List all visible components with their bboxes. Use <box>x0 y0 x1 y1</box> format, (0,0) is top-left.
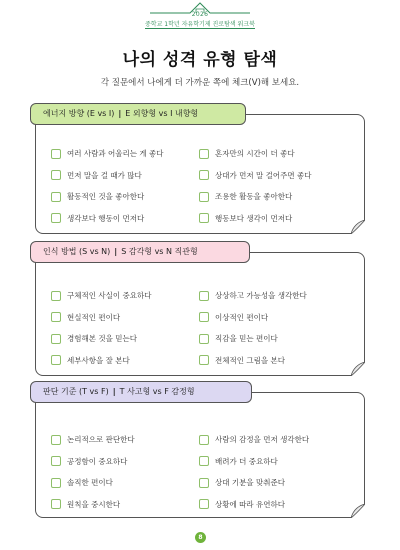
check-label: 공정함이 중요하다 <box>67 456 128 466</box>
tag-axis: 에너지 방향 (E vs I) <box>43 109 115 118</box>
checkbox[interactable] <box>51 291 61 301</box>
check-label: 논리적으로 판단한다 <box>67 435 135 445</box>
page-title: 나의 성격 유형 탐색 <box>122 50 278 70</box>
option-column-left <box>51 429 201 515</box>
check-label: 조용한 활동을 좋아한다 <box>215 192 293 202</box>
tag-types: T 사고형 vs F 감정형 <box>119 387 195 396</box>
checkbox[interactable] <box>51 355 61 365</box>
checkbox[interactable] <box>199 435 209 445</box>
checkbox[interactable] <box>199 170 209 180</box>
check-label: 현실적인 편이다 <box>67 312 121 322</box>
checkbox[interactable] <box>51 213 61 223</box>
header-subtitle: 중학교 1학년 자유학기제 진로탐색 워크북 <box>145 21 255 28</box>
checkbox[interactable] <box>51 149 61 159</box>
check-item[interactable] <box>199 307 349 329</box>
check-label: 상대 기분을 맞춰준다 <box>215 478 285 488</box>
option-column-right <box>199 143 349 229</box>
check-item[interactable] <box>51 429 201 451</box>
check-label: 행동보다 생각이 먼저다 <box>215 213 293 223</box>
section-tag-judgment <box>30 381 252 403</box>
checkbox[interactable] <box>199 312 209 322</box>
header-divider <box>145 28 255 29</box>
check-item[interactable] <box>51 186 201 208</box>
check-label: 원칙을 중시한다 <box>67 499 121 509</box>
check-label: 세부사항을 잘 본다 <box>67 355 130 365</box>
tag-separator: | <box>118 109 122 118</box>
checkbox[interactable] <box>51 192 61 202</box>
check-item[interactable] <box>51 328 201 350</box>
option-column-left <box>51 143 201 229</box>
tag-types: S 감각형 vs N 직관형 <box>121 247 198 256</box>
check-item[interactable] <box>199 208 349 230</box>
checkbox[interactable] <box>51 478 61 488</box>
check-item[interactable] <box>51 285 201 307</box>
option-column-right <box>199 285 349 371</box>
check-item[interactable] <box>199 429 349 451</box>
check-item[interactable] <box>51 307 201 329</box>
check-label: 전체적인 그림을 본다 <box>215 355 285 365</box>
checkbox[interactable] <box>199 355 209 365</box>
checkbox[interactable] <box>199 213 209 223</box>
page-curl-icon <box>351 504 365 518</box>
check-label: 솔직한 편이다 <box>67 478 113 488</box>
check-item[interactable] <box>199 350 349 372</box>
check-label: 상대가 먼저 말 걸어주면 좋다 <box>215 170 312 180</box>
checkbox[interactable] <box>199 192 209 202</box>
check-label: 이상적인 편이다 <box>215 312 269 322</box>
check-item[interactable] <box>51 208 201 230</box>
check-label: 혼자만의 시간이 더 좋다 <box>215 149 295 159</box>
check-item[interactable] <box>51 165 201 187</box>
check-label: 사람의 감정을 먼저 생각한다 <box>215 435 310 445</box>
option-column-left <box>51 285 201 371</box>
checkbox[interactable] <box>51 170 61 180</box>
check-item[interactable] <box>199 186 349 208</box>
checkbox[interactable] <box>51 499 61 509</box>
check-label: 경험해본 것을 믿는다 <box>67 334 137 344</box>
checkbox[interactable] <box>199 334 209 344</box>
tag-axis: 인식 방법 (S vs N) <box>43 247 111 256</box>
option-column-right <box>199 429 349 515</box>
check-label: 여러 사람과 어울리는 게 좋다 <box>67 149 164 159</box>
check-label: 생각보다 행동이 먼저다 <box>67 213 145 223</box>
check-item[interactable] <box>51 494 201 516</box>
check-label: 배려가 더 중요하다 <box>215 456 278 466</box>
check-label: 직감을 믿는 편이다 <box>215 334 278 344</box>
check-item[interactable] <box>199 472 349 494</box>
tag-types: E 외향형 vs I 내향형 <box>125 109 199 118</box>
checkbox[interactable] <box>199 456 209 466</box>
checkbox[interactable] <box>51 456 61 466</box>
check-label: 활동적인 것을 좋아한다 <box>67 192 145 202</box>
tag-axis: 판단 기준 (T vs F) <box>43 387 109 396</box>
section-tag-energy <box>30 103 246 125</box>
check-item[interactable] <box>199 285 349 307</box>
section-energy <box>35 109 365 234</box>
check-item[interactable] <box>51 472 201 494</box>
instruction-text: 각 질문에서 나에게 더 가까운 쪽에 체크(V)해 보세요. <box>100 78 300 88</box>
check-item[interactable] <box>199 143 349 165</box>
page-header <box>0 0 400 34</box>
section-judgment <box>35 387 365 518</box>
check-item[interactable] <box>199 451 349 473</box>
page-curl-icon <box>351 362 365 376</box>
check-label: 구체적인 사실이 중요하다 <box>67 291 152 301</box>
checkbox[interactable] <box>51 334 61 344</box>
page-curl-icon <box>351 220 365 234</box>
check-item[interactable] <box>199 494 349 516</box>
checkbox[interactable] <box>199 478 209 488</box>
check-item[interactable] <box>199 328 349 350</box>
section-perception <box>35 247 365 376</box>
check-label: 상황에 따라 유연하다 <box>215 499 285 509</box>
tag-separator: | <box>112 387 116 396</box>
checkbox[interactable] <box>199 149 209 159</box>
check-item[interactable] <box>51 350 201 372</box>
page-number-badge: 8 <box>195 532 206 543</box>
checkbox[interactable] <box>199 291 209 301</box>
check-item[interactable] <box>51 143 201 165</box>
header-year: 2026 <box>191 11 209 18</box>
checkbox[interactable] <box>199 499 209 509</box>
checkbox[interactable] <box>51 312 61 322</box>
checkbox[interactable] <box>51 435 61 445</box>
check-label: 먼저 말을 걸 때가 많다 <box>67 170 142 180</box>
section-tag-perception <box>30 241 250 263</box>
check-item[interactable] <box>51 451 201 473</box>
tag-separator: | <box>114 247 118 256</box>
check-label: 상상하고 가능성을 생각한다 <box>215 291 307 301</box>
check-item[interactable] <box>199 165 349 187</box>
